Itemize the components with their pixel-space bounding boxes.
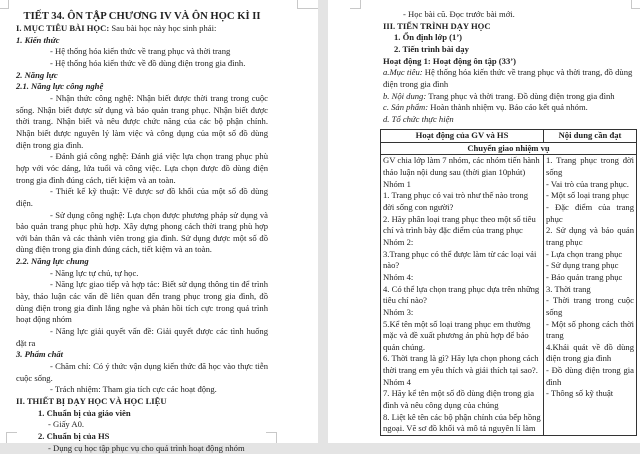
page-2-content [383, 9, 638, 126]
product [383, 102, 638, 114]
section-heading: II. THIẾT BỊ DẠY HỌC VÀ HỌC LIỆU [16, 396, 167, 406]
list-item: - Hệ thống hóa kiến thức về đồ dùng điện trong gia đình. [50, 57, 246, 68]
table-subheader: Chuyển giao nhiệm vụ [381, 142, 637, 155]
table-line: Nhóm 3: [383, 306, 414, 317]
table-line: - Đồ dùng điện trong gia đình [546, 365, 634, 387]
table-line: 7. Hãy kể tên một số đồ dùng điện trong gia đình và nêu công dụng của chúng [383, 388, 535, 411]
activity-table [380, 129, 637, 436]
paragraph: - Đánh giá công nghệ: Đánh giá việc lựa chọn trang phục phù hợp với vóc dáng, lứa tuổi và công việc. Lựa chọn được đồ dùng điện trong gia đình đúng cách, tiết kiệm và an toàn. [16, 151, 268, 185]
list-item: - Dụng cụ học tập phục vụ cho quá trình hoạt động nhóm [48, 442, 245, 453]
list-item: - Học bài cũ. Đọc trước bài mới. [403, 9, 515, 19]
subheading: 2. Năng lực [16, 69, 58, 80]
document-page-2 [328, 0, 640, 443]
subheading: 1. Kiến thức [16, 34, 60, 45]
required-content [544, 155, 637, 436]
table-line: Nhóm 2: [383, 236, 414, 247]
table-line: 3. Thời trang [546, 283, 591, 294]
table-subheader-row [381, 142, 637, 155]
document-page-1 [0, 0, 318, 453]
subheading: 3. Phẩm chất [16, 349, 64, 360]
label: b. Nội dung: [383, 90, 427, 101]
table-line: - Một số loại trang phục [546, 190, 629, 201]
table-line: - Thời trang trong cuộc sống [546, 295, 634, 317]
section-intro: Sau bài học này học sinh phải: [109, 23, 217, 33]
table-line: 6. Thời trang là gì? Hãy lựa chọn phong cách thời trang em yêu thích và giải thích tại sao?. [383, 353, 539, 376]
table-line: - Thông số kỹ thuật [546, 388, 614, 399]
paragraph: - Sử dụng công nghệ: Lựa chọn được phương pháp sử dụng và bảo quản trang phục phù hợp. Xây dựng phong cách thời trang phù hợp với bản thân và các thành viên trong gia đình. Sử dụng được một số đồ dùng điện trong gia đình đúng cách, tiết kiệm và an toàn. [16, 209, 268, 255]
column-header: Nội dung cần đạt [544, 130, 637, 143]
table-line: Nhóm 4 [383, 376, 411, 387]
list-item: - Hệ thống hóa kiến thức về trang phục và thời trang [50, 46, 231, 57]
paragraph: - Năng lực giải quyết vấn đề: Giải quyết được các tình huống đặt ra [16, 326, 268, 348]
value: Hoàn thành nhiệm vụ. Báo cáo kết quả nhóm. [428, 102, 588, 113]
list-item: - Giấy A0. [48, 419, 85, 430]
value: Trang phục và thời trang. Đồ dùng điện trong gia đình [426, 90, 615, 101]
paragraph: - Năng lực tự chủ, tự học. [50, 267, 139, 278]
section-1 [16, 23, 268, 35]
organization-label: d. Tổ chức thực hiện [383, 113, 454, 124]
column-header: Hoạt động của GV và HS [381, 130, 544, 143]
table-line: 4.Khái quát về đồ dùng điện trong gia đình [546, 341, 634, 364]
paragraph: - Nhận thức công nghệ: Nhận biết được thời trang trong cuộc sống. Nhận biết được sử dụng và bảo quản trang phục. Nhận biết được thời trang. Nhận biết và nêu được chức năng của các bộ phận chính. Nhận biết được nguyên lý làm việc và công dụng của một số đồ dùng điện trong gia đình. [16, 92, 268, 150]
table-line: - Lựa chọn trang phục [546, 248, 623, 259]
section-heading: III. TIẾN TRÌNH DẠY HỌC [383, 20, 491, 31]
table-line: - Đặc điểm của trang phục [546, 201, 634, 224]
crop-mark [631, 0, 640, 9]
crop-mark [297, 0, 318, 9]
table-header-row [381, 130, 637, 143]
page-1-content [16, 10, 268, 454]
label: c. Sản phẩm: [383, 102, 429, 113]
table-line: GV chia lớp làm 7 nhóm, các nhóm tiến hành thảo luận nội dung sau (thời gian 10phút) [383, 155, 540, 177]
table-line: 1. Trang phục có vai trò như thế nào trong đời sống con người? [383, 190, 529, 212]
table-line: Nhóm 4: [383, 271, 414, 282]
table-line: 2. Sử dụng và bảo quản trang phục [546, 225, 634, 247]
content [383, 91, 638, 103]
section-heading: I. MỤC TIÊU BÀI HỌC: [16, 23, 110, 33]
table-line: 3.Trang phục có thể được làm từ các loại vải nào? [383, 248, 537, 271]
subheading: 2.2. Năng lực chung [16, 256, 89, 267]
subheading: 1. Chuẩn bị của giáo viên [38, 407, 131, 418]
step-heading: 2. Tiến trình bài dạy [394, 43, 469, 54]
label: a.Mục tiêu: [383, 67, 423, 78]
table-line: - Vai trò của trang phục. [546, 178, 629, 189]
table-line: 2. Hãy phân loại trang phục theo một số tiêu chí và trình bày đặc điểm của trang phục [383, 213, 536, 236]
crop-mark [350, 0, 361, 9]
paragraph: - Năng lực giao tiếp và hợp tác: Biết sử dụng thông tin để trình bày, thảo luận các vấn đề liên quan đến trang phục trong gia đình, đồ dùng điện trong gia đình lắng nghe và phản hồi tích cực trong quá trình hoạt động nhóm [16, 279, 268, 325]
activity-heading: Hoạt động 1: Hoạt động ôn tập (33’) [383, 55, 516, 66]
table-line: - Bảo quản trang phục [546, 271, 623, 282]
table-row [381, 155, 637, 436]
objective [383, 67, 638, 90]
table-line: 5.Kể tên một số loại trang phục em thường mặc và đề xuất phương án phù hợp để bảo quản chúng. [383, 318, 531, 352]
table-line: 8. Liệt kê tên các bộ phận chính của bếp hồng ngoại. Vẽ sơ đồ khối và mô tả nguyên lí làm [383, 411, 541, 434]
document-title: TIẾT 34. ÔN TẬP CHƯƠNG IV VÀ ÔN HỌC KÌ II [23, 11, 261, 22]
subheading: 2. Chuẩn bị của HS [38, 430, 110, 441]
table-line: 4. Có thể lựa chọn trang phục dựa trên những tiêu chí nào? [383, 283, 540, 306]
table-line: - Một số phong cách thời trang [546, 318, 634, 341]
paragraph: - Thiết kế kỹ thuật: Vẽ được sơ đồ khối của một số đồ dùng điện. [16, 186, 268, 208]
paragraph: - Trách nhiệm: Tham gia tích cực các hoạt động. [50, 384, 217, 395]
subheading: 2.1. Năng lực công nghệ [16, 81, 104, 92]
step-heading: 1. Ổn định lớp (1’) [394, 32, 463, 43]
table-line: - Sử dụng trang phục [546, 260, 619, 271]
table-line: Nhóm 1 [383, 178, 411, 189]
table-line: 1. Trang phục trong đời sống [546, 155, 634, 177]
value: Hệ thống hóa kiến thức về trang phục và thời trang, đồ dùng điện trong gia đình [383, 67, 633, 89]
teacher-student-activities [381, 155, 544, 436]
paragraph: - Chăm chỉ: Có ý thức vận dụng kiến thức đã học vào thực tiễn cuộc sống. [16, 361, 268, 383]
crop-mark [0, 0, 9, 9]
